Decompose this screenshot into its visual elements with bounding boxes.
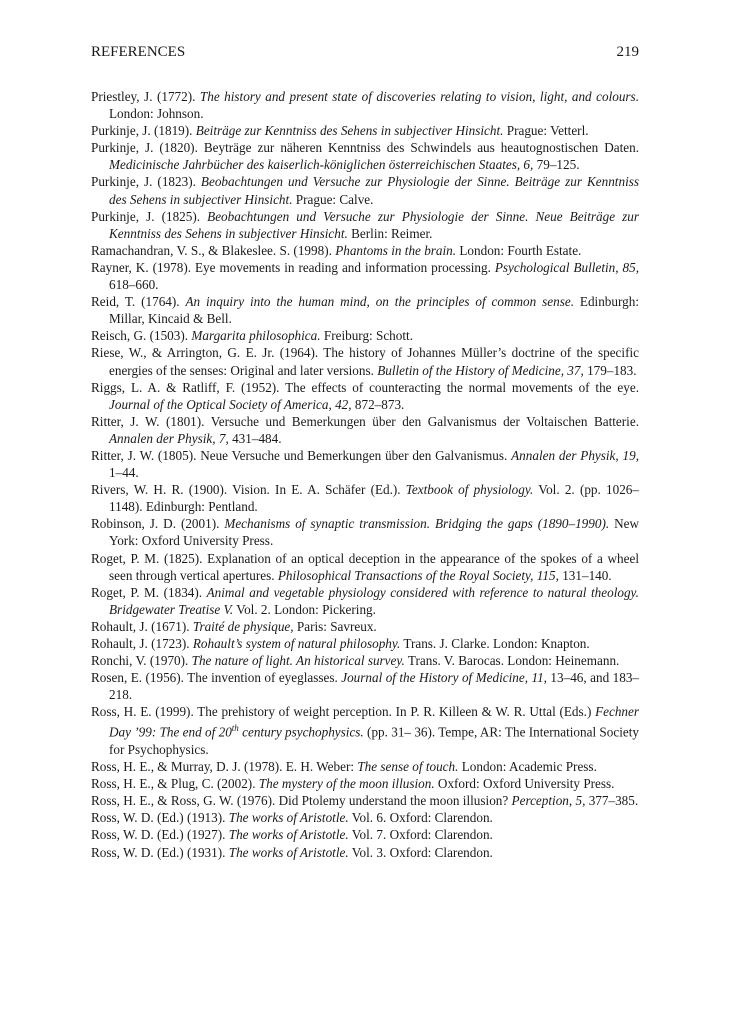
reference-text: Purkinje, J. (1819). [91, 123, 196, 139]
reference-text: Ross, W. D. (Ed.) (1931). [91, 844, 229, 860]
reference-entry [91, 618, 639, 635]
reference-title-text: The works of Aristotle. [228, 810, 349, 826]
reference-text: Purkinje, J. (1820). Beyträge zur näheren Kenntniss des Schwindels aus heautognostischen Daten. [91, 140, 639, 156]
reference-text: Rivers, W. H. R. (1900). Vision. In E. A. Schäfer (Ed.). [91, 482, 406, 498]
reference-entry [91, 809, 639, 826]
reference-text: New York: Oxford University Press. [109, 516, 640, 549]
reference-title-text: Rohault’s system of natural philosophy. [192, 636, 401, 651]
reference-text: Vol. 2. (pp. 1026–1148). Edinburgh: Pentland. [109, 482, 639, 515]
reference-text: Rohault, J. (1723). [91, 636, 193, 651]
reference-title-text: Textbook of physiology. [405, 482, 534, 498]
reference-title-text: century psychophysics. [238, 724, 364, 740]
running-header [91, 44, 639, 61]
reference-entry [91, 481, 639, 515]
reference-title-text: The mystery of the moon illusion. [258, 776, 435, 792]
reference-title-text: Margarita philosophica. [191, 328, 321, 344]
reference-list [91, 88, 639, 861]
reference-text: Vol. 2. London: Pickering. [233, 601, 376, 617]
reference-title-text: The works of Aristotle. [228, 827, 349, 843]
reference-text: Ronchi, V. (1970). [91, 653, 192, 669]
reference-text: 872–873. [351, 396, 405, 412]
reference-text: Ross, H. E., & Ross, G. W. (1976). Did Ptolemy understand the moon illusion? [91, 793, 512, 809]
reference-text: Trans. V. Barocas. London: Heinemann. [404, 653, 620, 669]
reference-text: 618–660. [109, 277, 159, 293]
reference-text: London: Fourth Estate. [456, 242, 582, 258]
reference-text: 1–44. [109, 465, 139, 481]
reference-text: Vol. 3. Oxford: Clarendon. [348, 844, 493, 860]
reference-title-text: An inquiry into the human mind, on the principles of common sense. [185, 294, 574, 310]
reference-text: Berlin: Reimer. [347, 225, 433, 241]
reference-text: Prague: Vetterl. [503, 123, 589, 139]
reference-entry [91, 122, 639, 139]
reference-text: Rayner, K. (1978). Eye movements in reading and information processing. [91, 259, 495, 275]
reference-title-text: Bulletin of the History of Medicine, 37, [377, 362, 584, 378]
reference-text: 431–484. [228, 430, 282, 446]
reference-entry [91, 413, 639, 447]
reference-text: Ritter, J. W. (1801). Versuche und Bemerkungen über den Galvanismus der Voltaischen Batterie. [91, 413, 639, 429]
reference-text: Riese, W., & Arrington, G. E. Jr. (1964). The history of Johannes Müller’s doctrine of the specific energies of the senses: Original and later versions. [91, 345, 639, 378]
reference-entry [91, 379, 639, 413]
reference-text: Paris: Savreux. [293, 618, 377, 634]
reference-text: Purkinje, J. (1825). [91, 208, 208, 224]
reference-text: Freiburg: Schott. [320, 328, 413, 344]
reference-text: Ritter, J. W. (1805). Neue Versuche und Bemerkungen über den Galvanismus. [91, 447, 512, 463]
reference-title-text: Animal and vegetable physiology considered with reference to natural theology. Bridgewater Treatise V. [109, 584, 639, 617]
reference-text: Reid, T. (1764). [91, 294, 186, 310]
reference-entry [91, 635, 639, 652]
reference-text: Ross, H. E., & Plug, C. (2002). [91, 776, 259, 792]
reference-text: Riggs, L. A. & Ratliff, F. (1952). The effects of counteracting the normal movements of the eye. [91, 379, 639, 395]
reference-title-text: The nature of light. An historical survey. [191, 653, 405, 669]
page-number: 219 [616, 44, 639, 60]
reference-entry [91, 242, 639, 259]
reference-title-text: The works of Aristotle. [228, 844, 349, 860]
reference-text: Vol. 7. Oxford: Clarendon. [348, 827, 493, 843]
reference-text: Roget, P. M. (1834). [91, 584, 207, 600]
reference-entry [91, 259, 639, 293]
reference-text: London: Johnson. [109, 106, 204, 122]
reference-text: Vol. 6. Oxford: Clarendon. [348, 810, 493, 826]
reference-title-text: Psychological Bulletin, 85, [494, 259, 639, 275]
reference-entry [91, 844, 639, 861]
reference-title-text: Philosophical Transactions of the Royal Society, 115, [277, 567, 559, 583]
reference-text: 131–140. [558, 567, 612, 583]
page [91, 44, 639, 861]
reference-entry [91, 652, 639, 669]
reference-entry [91, 208, 639, 242]
reference-text: Ross, W. D. (Ed.) (1927). [91, 827, 229, 843]
reference-entry [91, 327, 639, 344]
reference-text: Rohault, J. (1671). [91, 618, 193, 634]
reference-text: Robinson, J. D. (2001). [91, 516, 225, 532]
reference-text: Trans. J. Clarke. London: Knapton. [400, 636, 590, 651]
reference-title-text: Journal of the History of Medicine, 11, [341, 670, 547, 686]
section-title: REFERENCES [91, 44, 186, 60]
reference-entry [91, 792, 639, 809]
reference-text: Ross, H. E., & Murray, D. J. (1978). E. H. Weber: [91, 759, 358, 775]
reference-title-text: Journal of the Optical Society of America, 42, [109, 396, 352, 412]
reference-title-text: The sense of touch. [357, 759, 459, 775]
reference-entry [91, 88, 639, 122]
reference-title-text: Fechner Day ’99: The end of 20 [109, 704, 639, 740]
reference-text: Ramachandran, V. S., & Blakeslee. S. (1998). [91, 242, 336, 258]
reference-title-text: Annalen der Physik, 19, [511, 447, 639, 463]
reference-text: (pp. 31– 36). Tempe, AR: The International Society for Psychophysics. [109, 724, 639, 757]
reference-title-text: Beobachtungen und Versuche zur Physiologie der Sinne. Beiträge zur Kenntniss des Sehens in subjectiver Hinsicht. [109, 174, 639, 207]
reference-entry [91, 139, 639, 173]
reference-title-text: th [231, 723, 239, 734]
reference-text: 79–125. [533, 157, 580, 173]
reference-text: Rosen, E. (1956). The invention of eyeglasses. [91, 670, 342, 686]
reference-title-text: Traité de physique, [192, 618, 294, 634]
reference-entry [91, 775, 639, 792]
reference-text: 13–46, and 183–218. [109, 670, 640, 703]
reference-entry [91, 550, 639, 584]
reference-entry [91, 515, 639, 549]
reference-title-text: Beobachtungen und Versuche zur Physiologie der Sinne. Neue Beiträge zur Kenntniss des Sehens in subjectiver Hinsicht. [109, 208, 639, 241]
reference-title-text: Perception, 5, [511, 793, 586, 809]
reference-text: Purkinje, J. (1823). [91, 174, 201, 190]
reference-text: Reisch, G. (1503). [91, 328, 192, 344]
reference-title-text: Annalen der Physik, 7, [109, 430, 229, 446]
reference-title-text: Medicinische Jahrbücher des kaiserlich-königlichen österreichischen Staates, 6, [109, 157, 534, 173]
reference-text: Edinburgh: Millar, Kincaid & Bell. [109, 294, 639, 327]
reference-text: Prague: Calve. [292, 191, 374, 207]
reference-entry [91, 826, 639, 843]
reference-entry [91, 703, 639, 758]
reference-text: Ross, W. D. (Ed.) (1913). [91, 810, 229, 826]
reference-entry [91, 344, 639, 378]
reference-entry [91, 758, 639, 775]
reference-entry [91, 293, 639, 327]
reference-title-text: The history and present state of discoveries relating to vision, light, and colours. [199, 89, 639, 104]
reference-title-text: Phantoms in the brain. [335, 242, 457, 258]
reference-entry [91, 447, 639, 481]
reference-text: 377–385. [585, 793, 639, 809]
reference-text: Roget, P. M. (1825). Explanation of an optical deception in the appearance of the spokes of a wheel seen through vertical apertures. [91, 550, 639, 583]
reference-text: Oxford: Oxford University Press. [434, 776, 615, 792]
reference-title-text: Mechanisms of synaptic transmission. Bridging the gaps (1890–1990). [224, 516, 610, 532]
reference-text: Ross, H. E. (1999). The prehistory of weight perception. In P. R. Killeen & W. R. Uttal (Eds.) [91, 704, 596, 720]
reference-text: Priestley, J. (1772). [91, 89, 200, 104]
reference-text: London: Academic Press. [458, 759, 597, 775]
reference-entry [91, 584, 639, 618]
reference-text: 179–183. [583, 362, 637, 378]
reference-entry [91, 173, 639, 207]
reference-title-text: Beiträge zur Kenntniss des Sehens in subjectiver Hinsicht. [195, 123, 504, 139]
reference-entry [91, 669, 639, 703]
